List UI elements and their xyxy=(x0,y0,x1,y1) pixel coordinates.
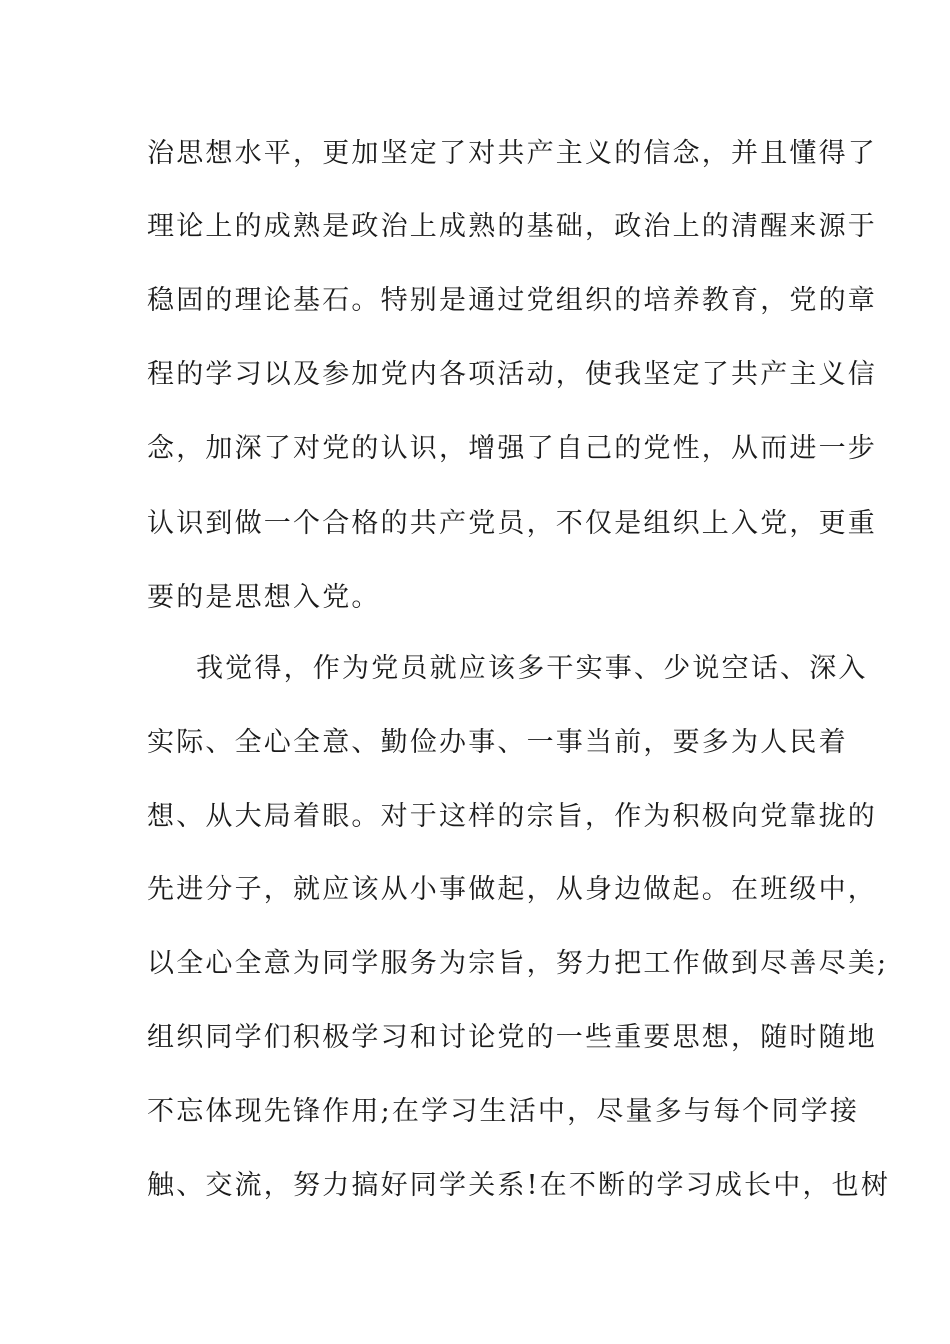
text-line: 先进分子，就应该从小事做起，从身边做起。在班级中， xyxy=(147,874,877,905)
text-line: 理论上的成熟是政治上成熟的基础，政治上的清醒来源于 xyxy=(147,211,877,242)
text-line: 治思想水平，更加坚定了对共产主义的信念，并且懂得了 xyxy=(147,138,877,169)
text-line: 以全心全意为同学服务为宗旨，努力把工作做到尽善尽美; xyxy=(147,948,889,979)
text-line: 实际、全心全意、勤俭办事、一事当前，要多为人民着 xyxy=(147,727,848,758)
text-line: 程的学习以及参加党内各项活动，使我坚定了共产主义信 xyxy=(147,359,877,390)
text-line: 想、从大局着眼。对于这样的宗旨，作为积极向党靠拢的 xyxy=(147,801,877,832)
text-line: 念，加深了对党的认识，增强了自己的党性，从而进一步 xyxy=(147,433,877,464)
text-line: 要的是思想入党。 xyxy=(147,582,381,613)
text-line: 认识到做一个合格的共产党员，不仅是组织上入党，更重 xyxy=(147,508,877,539)
text-line: 稳固的理论基石。特别是通过党组织的培养教育，党的章 xyxy=(147,285,877,316)
paragraph-first-line: 我觉得，作为党员就应该多干实事、少说空话、深入 xyxy=(196,653,868,684)
text-line: 触、交流，努力搞好同学关系!在不断的学习成长中，也树 xyxy=(147,1170,891,1201)
text-line: 组织同学们积极学习和讨论党的一些重要思想，随时随地 xyxy=(147,1022,877,1053)
text-line: 不忘体现先锋作用;在学习生活中，尽量多与每个同学接 xyxy=(147,1096,860,1127)
